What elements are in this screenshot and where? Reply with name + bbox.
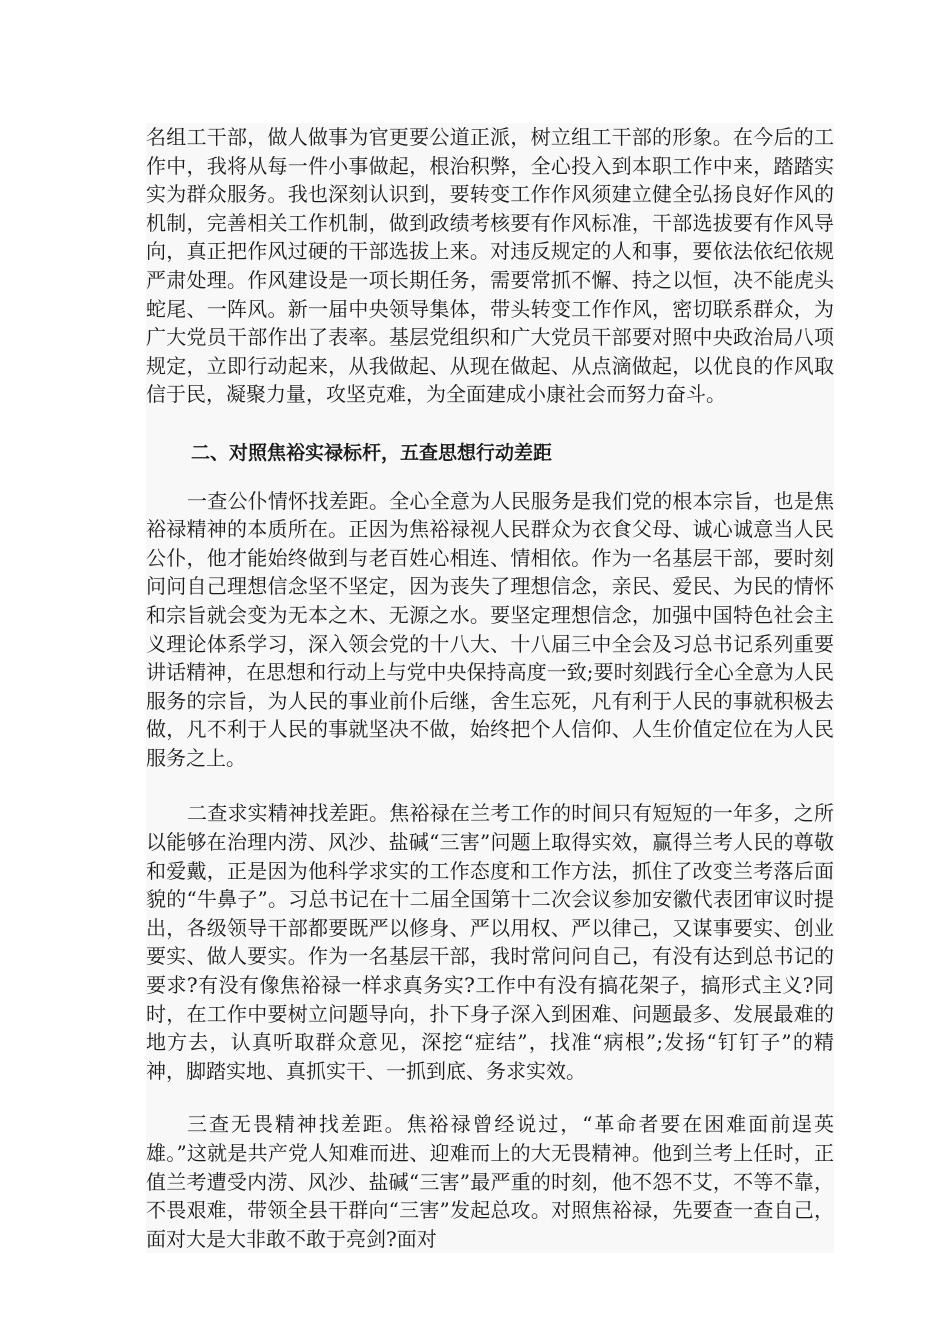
document-body (146, 123, 834, 1253)
paragraph-3: 二查求实精神找差距。焦裕禄在兰考工作的时间只有短短的一年多，之所以能够在治理内涝、风沙、盐碱“三害”问题上取得实效，赢得兰考人民的尊敬和爱戴，正是因为他科学求实的工作态度和工作方法，抓住了改变兰考落后面貌的“牛鼻子”。习总书记在十二届全国第十二次会议参加安徽代表团审议时提出，各级领导干部都要既严以修身、严以用权、严以律己，又谋事要实、创业要实、做人要实。作为一名基层干部，我时常问问自己，有没有达到总书记的要求?有没有像焦裕禄一样求真务实?工作中有没有搞花架子，搞形式主义?同时，在工作中要树立问题导向，扑下身子深入到困难、问题最多、发展最难的地方去，认真听取群众意见，深挖“症结”，找准“病根”;发扬“钉钉子”的精神，脚踏实地、真抓实干、一抓到底、务求实效。 (146, 799, 834, 1085)
paragraph-spacer (146, 1085, 834, 1110)
paragraph-spacer (146, 468, 834, 487)
section-heading: 二、对照焦裕实禄标杆，五查思想行动差距 (146, 439, 834, 468)
paragraph-spacer (146, 409, 834, 439)
paragraph-1: 名组工干部，做人做事为官更要公道正派，树立组工干部的形象。在今后的工作中，我将从每一件小事做起，根治积弊，全心投入到本职工作中来，踏踏实实为群众服务。我也深刻认识到，要转变工作作风须建立健全弘扬良好作风的机制，完善相关工作机制，做到政绩考核要有作风标准，干部选拔要有作风导向，真正把作风过硬的干部选拔上来。对违反规定的人和事，要依法依纪依规严肃处理。作风建设是一项长期任务，需要常抓不懈、持之以恒，决不能虎头蛇尾、一阵风。新一届中央领导集体，带头转变工作作风，密切联系群众，为广大党员干部作出了表率。基层党组织和广大党员干部要对照中央政治局八项规定，立即行动起来，从我做起、从现在做起、从点滴做起，以优良的作风取信于民，凝聚力量，攻坚克难，为全面建成小康社会而努力奋斗。 (146, 123, 834, 409)
paragraph-spacer (146, 772, 834, 799)
paragraph-2: 一查公仆情怀找差距。全心全意为人民服务是我们党的根本宗旨，也是焦裕禄精神的本质所在。正因为焦裕禄视人民群众为衣食父母、诚心诚意当人民公仆，他才能始终做到与老百姓心相连、情相依。作为一名基层干部，要时刻问问自己理想信念坚不坚定，因为丧失了理想信念，亲民、爱民、为民的情怀和宗旨就会变为无本之木、无源之水。要坚定理想信念，加强中国特色社会主义理论体系学习，深入领会党的十八大、十八届三中全会及习总书记系列重要讲话精神，在思想和行动上与党中央保持高度一致;要时刻践行全心全意为人民服务的宗旨，为人民的事业前仆后继，舍生忘死，凡有利于人民的事就积极去做，凡不利于人民的事就坚决不做，始终把个人信仰、人生价值定位在为人民服务之上。 (146, 487, 834, 773)
paragraph-4: 三查无畏精神找差距。焦裕禄曾经说过，“革命者要在困难面前逞英雄。”这就是共产党人知难而进、迎难而上的大无畏精神。他到兰考上任时，正值兰考遭受内涝、风沙、盐碱“三害”最严重的时刻，他不怨不艾，不等不靠，不畏艰难，带领全县干群向“三害”发起总攻。对照焦裕禄，先要查一查自己，面对大是大非敢不敢于亮剑?面对 (146, 1110, 834, 1253)
